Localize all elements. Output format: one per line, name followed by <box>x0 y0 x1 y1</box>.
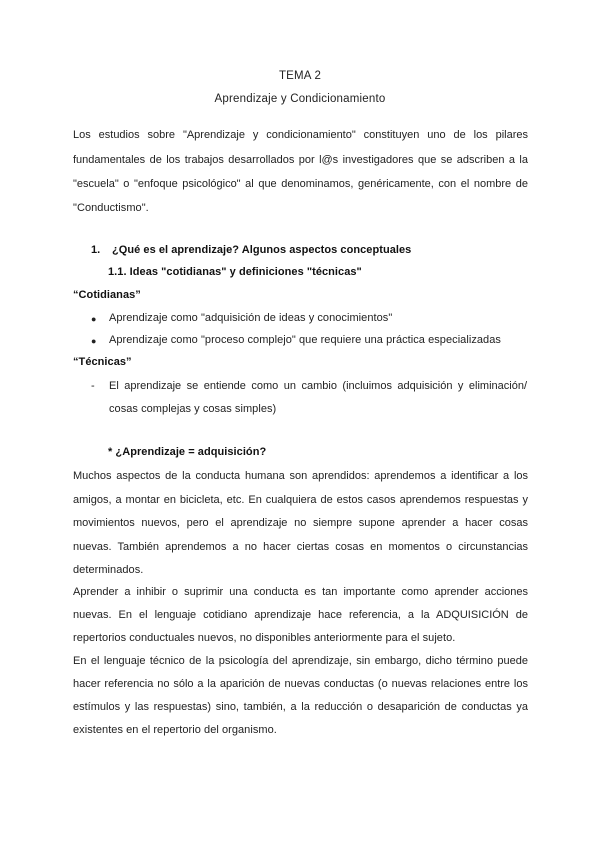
cotidianas-item-2: Aprendizaje como "proceso complejo" que requiere una práctica especializadas <box>109 334 501 346</box>
paragraph-line: determinados. <box>73 564 144 576</box>
paragraph-line: nuevas. En el lenguaje cotidiano aprendizaje hace referencia, a la ADQUISICIÓN de <box>73 609 528 621</box>
paragraph-line: existentes en el repertorio del organismo. <box>73 724 277 736</box>
intro-line-4: "Conductismo". <box>73 202 149 214</box>
bullet-icon: ● <box>91 336 97 346</box>
paragraph-line: amigos, a montar en bicicleta, etc. En cualquiera de estos casos aprendemos respuestas y <box>73 494 528 506</box>
subsection-title: 1.1. Ideas "cotidianas" y definiciones "técnicas" <box>108 266 362 278</box>
section-title: ¿Qué es el aprendizaje? Algunos aspectos conceptuales <box>112 244 412 256</box>
topic-number: TEMA 2 <box>278 70 322 82</box>
document-title: Aprendizaje y Condicionamiento <box>214 93 386 105</box>
tecnicas-heading: “Técnicas” <box>73 356 132 368</box>
tecnicas-item-line-2: cosas complejas y cosas simples) <box>109 403 277 415</box>
paragraph-line: nuevas. También aprendemos a no hacer ciertas cosas en momentos o circunstancias <box>73 541 528 553</box>
tecnicas-item-line-1: El aprendizaje se entiende como un cambio (incluimos adquisición y eliminación/ <box>109 380 527 392</box>
section-number: 1. <box>91 244 101 256</box>
paragraph-line: Aprender a inhibir o suprimir una conducta es tan importante como aprender acciones <box>73 586 528 598</box>
intro-line-3: "escuela" o "enfoque psicológico" al que denominamos, genéricamente, con el nombre de <box>73 178 528 190</box>
paragraph-line: En el lenguaje técnico de la psicología del aprendizaje, sin embargo, dicho término puede <box>73 655 528 667</box>
adquisicion-heading: * ¿Aprendizaje = adquisición? <box>108 446 267 458</box>
paragraph-line: estímulos y las respuestas) sino, también, a la reducción o desaparición de conductas ya <box>73 701 528 713</box>
bullet-icon: ● <box>91 314 97 324</box>
paragraph-line: Muchos aspectos de la conducta humana son aprendidos: aprendemos a identificar a los <box>73 470 528 482</box>
paragraph-line: repertorios conductuales nuevos, no disponibles anteriormente para el sujeto. <box>73 632 456 644</box>
paragraph-line: hacer referencia no sólo a la aparición de nuevas conductas (o nuevas relaciones entre los <box>73 678 528 690</box>
cotidianas-heading: “Cotidianas” <box>73 289 141 301</box>
intro-line-2: fundamentales de los trabajos desarrollados por l@s investigadores que se adscriben a la <box>73 154 528 166</box>
cotidianas-item-1: Aprendizaje como "adquisición de ideas y conocimientos" <box>109 312 393 324</box>
intro-line-1: Los estudios sobre "Aprendizaje y condicionamiento" constituyen uno de los pilares <box>73 129 528 141</box>
paragraph-line: movimientos nuevos, pero el aprendizaje no siempre supone aprender a hacer cosas <box>73 517 528 529</box>
dash-icon: - <box>91 380 95 392</box>
